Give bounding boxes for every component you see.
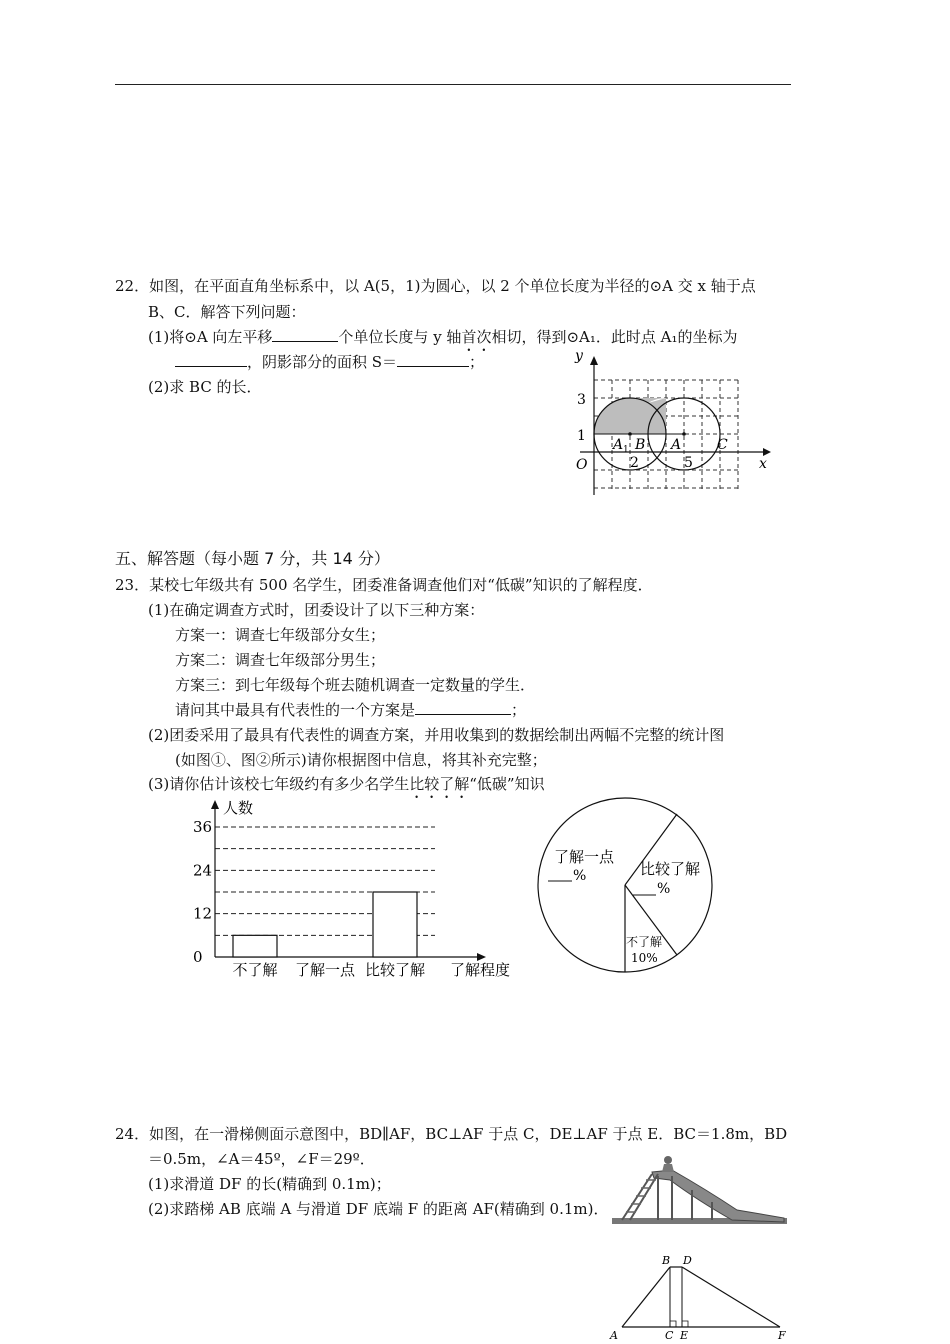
bar-category-label: 比较了解 [364,961,426,979]
pie-slice2-pct: % [657,881,671,897]
answer-blank[interactable] [272,327,338,342]
geo-label-a: A [610,1329,618,1342]
label-b: B [635,437,646,453]
bar-y-arrow-icon [211,800,219,809]
label-a1: A [613,437,624,453]
pie-slice3-label: 不了解 [626,935,663,949]
q23-part3-emphasis: 比较了解 [409,775,470,793]
bar-0 [233,935,277,957]
q22-part1-e: ； [469,353,485,371]
geo-label-f: F [778,1329,786,1342]
tick-2: 2 [630,455,639,471]
q22-line1: 22．如图，在平面直角坐标系中，以 A(5，1)为圆心，以 2 个单位长度为半径的⊙A 交 x 轴于点 [115,277,756,295]
q24-line2: ＝0.5m，∠A＝45º，∠F＝29º． [148,1150,375,1168]
q22-part1-d: ，阴影部分的面积 S＝ [247,353,398,371]
y-axis-arrow-icon [590,356,598,365]
q24-line1: 24．如图，在一滑梯侧面示意图中，BD∥AF，BC⊥AF 于点 C，DE⊥AF 于点 E．BC＝1.8m，BD [115,1125,788,1143]
q23-question-text: 请问其中最具有代表性的一个方案是 [175,701,416,719]
q23-part3-a: (3)请你估计该校七年级约有多少名学生 [148,775,410,793]
bar-x-label: 了解程度 [450,961,511,979]
origin-label: O [576,457,588,473]
q22-part1-c: 相切，得到⊙A₁．此时点 A₁的坐标为 [491,328,738,346]
q23-part3-b: “低碳”知识 [469,775,545,793]
slide-geometry-diagram [600,1252,815,1342]
bar-y-tick: 24 [193,861,213,880]
bar-2 [373,892,417,957]
q23-line1: 23．某校七年级共有 500 名学生，团委准备调查他们对“低碳”知识的了解程度． [115,576,653,594]
q23-part1: (1)在确定调查方式时，团委设计了以下三种方案： [148,601,485,619]
q23-part2-a: (2)团委采用了最具有代表性的调查方案，并用收集到的数据绘制出两幅不完整的统计图 [148,726,725,744]
q22-part1-cont [175,352,484,372]
y-axis-label: y [575,348,583,364]
bar-x-arrow-icon [477,953,486,961]
bar-y-tick: 0 [193,948,203,966]
header-rule [115,84,791,85]
bar-y-tick: 36 [193,818,213,836]
geo-label-e: E [680,1329,689,1342]
q23-question [175,700,526,720]
q23-pie-chart [530,790,720,980]
section-five-title: 五、解答题（每小题 7 分，共 14 分） [115,549,390,568]
label-c: C [717,437,728,453]
pie-slice1-label: 了解一点 [554,848,615,866]
tick-1: 1 [577,428,586,444]
q23-question-end: ； [511,701,527,719]
pie-slice1-pct: % [573,868,587,884]
x-axis-arrow-icon [763,448,771,456]
answer-blank[interactable] [415,700,511,715]
tick-5: 5 [684,455,693,471]
geo-label-d: D [683,1254,692,1267]
q22-part2: (2)求 BC 的长． [148,378,262,396]
q23-part2-b: (如图①、图②所示)请你根据图中信息，将其补充完整； [175,751,547,769]
tick-3: 3 [577,392,586,408]
q23-plan3: 方案三：到七年级每个班去随机调查一定数量的学生． [175,676,536,694]
geo-label-b: B [662,1254,671,1267]
label-a: A [671,437,682,453]
q22-part1-emphasis: 首次 [461,328,492,346]
q22-coordinate-figure [565,345,775,500]
bar-category-label: 了解一点 [294,961,356,979]
label-a1-sub: 1 [623,445,629,455]
q22-line2: B、C．解答下列问题： [148,303,306,321]
pie-slice3-pct: 10% [631,951,658,965]
q22-part1-a: (1)将⊙A 向左平移 [148,328,273,346]
bar-category-label: 不了解 [232,961,278,979]
bar-y-tick: 12 [193,904,213,923]
answer-blank[interactable] [397,352,469,367]
q22-part1-b: 个单位长度与 y 轴 [338,328,462,346]
q24-part2: (2)求踏梯 AB 底端 A 与滑道 DF 底端 F 的距离 AF(精确到 0.1m)． [148,1200,609,1218]
bar-y-label: 人数 [223,799,254,817]
geo-label-c: C [665,1329,674,1342]
q23-plan1: 方案一：调查七年级部分女生； [175,626,386,644]
x-axis-label: x [759,456,767,472]
slide-illustration [612,1150,792,1228]
q23-plan2: 方案二：调查七年级部分男生； [175,651,386,669]
answer-blank[interactable] [175,352,247,367]
q24-part1: (1)求滑道 DF 的长(精确到 0.1m)； [148,1175,391,1193]
q23-bar-chart [185,797,525,982]
pie-slice2-label: 比较了解 [640,860,701,878]
